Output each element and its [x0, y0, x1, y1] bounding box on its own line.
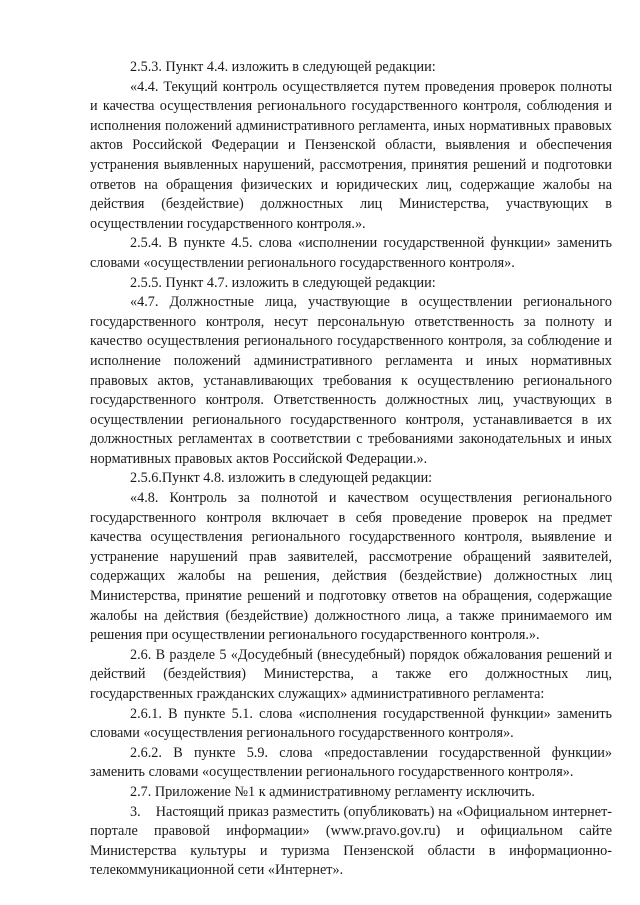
paragraph-2-5-4: 2.5.4. В пункте 4.5. слова «исполнении государственной функции» заменить словами «осуществлении регионального государственного контроля».: [90, 235, 612, 271]
paragraph-2-5-3: 2.5.3. Пункт 4.4. изложить в следующей редакции:: [130, 59, 436, 75]
paragraph-4-4-text: «4.4. Текущий контроль осуществляется путем проведения проверок полноты и качества осуществления регионального государственного контроля, соблюдения и исполнения положений административного регламента, иных нормативных правовых актов Российской Федерации и Пензенской области, выявления и обеспечения устранения выявленных нарушений, рассмотрения, принятия решений и подготовки ответов на обращения физических и юридических лиц, содержащие жалобы на действия (бездействие) должностных лиц Министерства, участвующих в осуществлении государственного контроля.».: [90, 78, 612, 232]
paragraph-2-6-1: 2.6.1. В пункте 5.1. слова «исполнения государственной функции» заменить словами «осуществления регионального государственного контроля».: [90, 705, 612, 742]
document-body: [90, 58, 612, 881]
paragraph-2-5-6: 2.5.6.Пункт 4.8. изложить в следующей редакции:: [130, 470, 433, 487]
paragraph-2-6-2: 2.6.2. В пункте 5.9. слова «предоставлении государственной функции» заменить словами «осуществлении регионального государственного контроля».: [90, 744, 612, 781]
paragraph-2-7: 2.7. Приложение №1 к административному регламенту исключить.: [130, 783, 535, 800]
paragraph-4-7-text: «4.7. Должностные лица, участвующие в осуществлении регионального государственного контроля, несут персональную ответственность за полноту и качество осуществления регионального государственного контроля, за соблюдение и исполнение положений административного регламента и иных нормативных правовых актов, устанавливающих требования к осуществлению регионального государственного контроля. Ответственность должностных лиц, участвующих в осуществлении регионального государственного контроля, устанавливается в их должностных регламентах в соответствии с требованиями законодательных и иных нормативных правовых актов Российской Федерации.».: [90, 294, 612, 467]
paragraph-2-5-5: 2.5.5. Пункт 4.7. изложить в следующей редакции:: [130, 274, 436, 291]
paragraph-4-8-text: «4.8. Контроль за полнотой и качеством осуществления регионального государственного контроля включает в себя проведение проверок на предмет качества осуществления регионального государственного контроля, выявление и устранение нарушений прав заявителей, рассмотрение обращений заявителей, содержащих жалобы на решения, действия (бездействие) должностных лиц Министерства, принятие решений и подготовку ответов на обращения, содержащие жалобы на действия (бездействие) должностного лица, а также принимаемого им решения при осуществлении регионального государственного контроля.».: [90, 490, 612, 644]
paragraph-2-6: 2.6. В разделе 5 «Досудебный (внесудебный) порядок обжалования решений и действий (бездействия) Министерства, а также его должностных лиц, государственных гражданских служащих» административного регламента:: [90, 646, 612, 702]
paragraph-3: 3. Настоящий приказ разместить (опубликовать) на «Официальном интернет-портале правовой информации» (www.pravo.gov.ru) и официальном сайте Министерства культуры и туризма Пензенской области в информационно-телекоммуникационной сети «Интернет».: [90, 803, 612, 879]
